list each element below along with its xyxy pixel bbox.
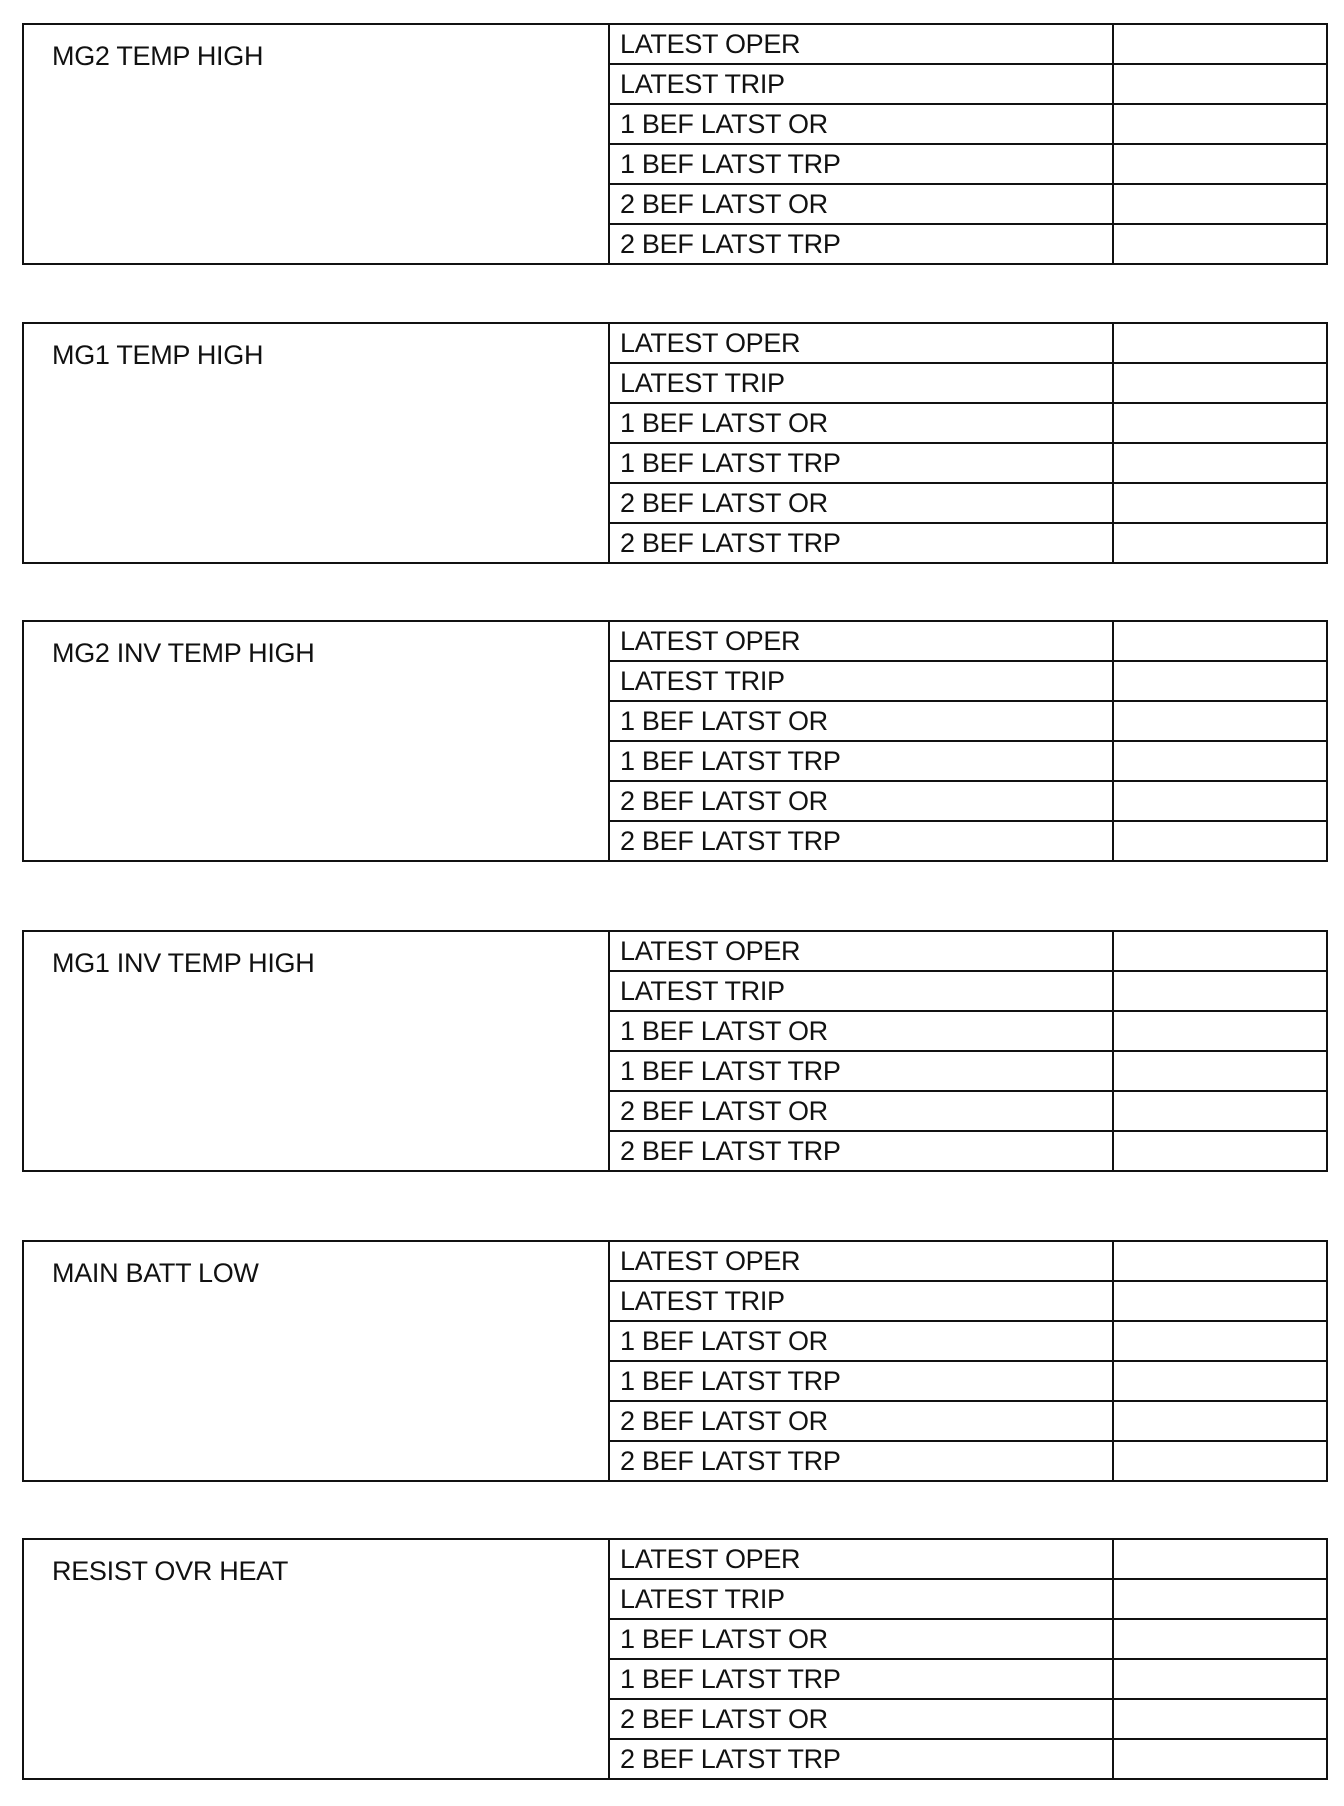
row-label: 1 BEF LATST TRP xyxy=(610,1660,1114,1698)
record-row xyxy=(610,185,1326,225)
row-value-cell xyxy=(1114,1740,1326,1778)
block-title: MAIN BATT LOW xyxy=(24,1242,610,1480)
record-row xyxy=(610,1580,1326,1620)
row-value-cell xyxy=(1114,1660,1326,1698)
row-value-cell xyxy=(1114,702,1326,740)
row-label: LATEST TRIP xyxy=(610,1580,1114,1618)
row-value-cell xyxy=(1114,364,1326,402)
row-value-cell xyxy=(1114,1092,1326,1130)
row-label: LATEST TRIP xyxy=(610,662,1114,700)
record-row xyxy=(610,1132,1326,1170)
block-title: RESIST OVR HEAT xyxy=(24,1540,610,1778)
row-value-cell xyxy=(1114,484,1326,522)
row-value-cell xyxy=(1114,1580,1326,1618)
record-row xyxy=(610,65,1326,105)
diag-block-mg1-inv-temp-high xyxy=(22,930,1328,1172)
record-row xyxy=(610,1402,1326,1442)
record-row xyxy=(610,1442,1326,1480)
row-label: LATEST TRIP xyxy=(610,972,1114,1010)
record-row xyxy=(610,1012,1326,1052)
record-row xyxy=(610,1620,1326,1660)
row-value-cell xyxy=(1114,65,1326,103)
row-label: 2 BEF LATST OR xyxy=(610,1402,1114,1440)
record-rows xyxy=(610,324,1326,562)
row-value-cell xyxy=(1114,622,1326,660)
row-label: 2 BEF LATST TRP xyxy=(610,1442,1114,1480)
record-row xyxy=(610,1740,1326,1778)
record-row xyxy=(610,25,1326,65)
row-value-cell xyxy=(1114,822,1326,860)
row-value-cell xyxy=(1114,742,1326,780)
row-label: LATEST OPER xyxy=(610,1540,1114,1578)
record-row xyxy=(610,1660,1326,1700)
row-label: 2 BEF LATST TRP xyxy=(610,524,1114,562)
row-label: 2 BEF LATST OR xyxy=(610,1092,1114,1130)
record-row xyxy=(610,1282,1326,1322)
row-value-cell xyxy=(1114,972,1326,1010)
row-label: 2 BEF LATST OR xyxy=(610,782,1114,820)
row-value-cell xyxy=(1114,1242,1326,1280)
row-label: 2 BEF LATST TRP xyxy=(610,822,1114,860)
row-label: 1 BEF LATST OR xyxy=(610,1620,1114,1658)
record-row xyxy=(610,702,1326,742)
diag-block-mg2-temp-high xyxy=(22,23,1328,265)
record-row xyxy=(610,1700,1326,1740)
record-row xyxy=(610,742,1326,782)
row-value-cell xyxy=(1114,662,1326,700)
row-label: 2 BEF LATST TRP xyxy=(610,1132,1114,1170)
row-label: 2 BEF LATST TRP xyxy=(610,1740,1114,1778)
record-rows xyxy=(610,622,1326,860)
record-row xyxy=(610,324,1326,364)
row-value-cell xyxy=(1114,1012,1326,1050)
row-label: 1 BEF LATST TRP xyxy=(610,444,1114,482)
record-row xyxy=(610,1322,1326,1362)
record-row xyxy=(610,1242,1326,1282)
row-label: 1 BEF LATST TRP xyxy=(610,1052,1114,1090)
block-title: MG1 INV TEMP HIGH xyxy=(24,932,610,1170)
row-label: 1 BEF LATST OR xyxy=(610,105,1114,143)
record-row xyxy=(610,404,1326,444)
row-value-cell xyxy=(1114,1442,1326,1480)
row-label: 1 BEF LATST OR xyxy=(610,1322,1114,1360)
block-title: MG2 INV TEMP HIGH xyxy=(24,622,610,860)
row-label: 1 BEF LATST TRP xyxy=(610,145,1114,183)
record-row xyxy=(610,524,1326,562)
row-label: 2 BEF LATST TRP xyxy=(610,225,1114,263)
record-row xyxy=(610,225,1326,263)
row-value-cell xyxy=(1114,25,1326,63)
row-value-cell xyxy=(1114,932,1326,970)
diag-block-main-batt-low xyxy=(22,1240,1328,1482)
row-label: 2 BEF LATST OR xyxy=(610,1700,1114,1738)
row-value-cell xyxy=(1114,145,1326,183)
record-rows xyxy=(610,1540,1326,1778)
row-value-cell xyxy=(1114,1362,1326,1400)
record-row xyxy=(610,105,1326,145)
row-label: 2 BEF LATST OR xyxy=(610,484,1114,522)
row-value-cell xyxy=(1114,1322,1326,1360)
row-value-cell xyxy=(1114,524,1326,562)
row-label: LATEST TRIP xyxy=(610,364,1114,402)
row-label: LATEST OPER xyxy=(610,932,1114,970)
record-row xyxy=(610,1092,1326,1132)
row-value-cell xyxy=(1114,404,1326,442)
record-row xyxy=(610,1540,1326,1580)
record-row xyxy=(610,822,1326,860)
record-rows xyxy=(610,25,1326,263)
row-value-cell xyxy=(1114,1402,1326,1440)
row-label: LATEST TRIP xyxy=(610,65,1114,103)
block-title: MG2 TEMP HIGH xyxy=(24,25,610,263)
record-row xyxy=(610,1052,1326,1092)
row-label: 2 BEF LATST OR xyxy=(610,185,1114,223)
record-rows xyxy=(610,932,1326,1170)
row-label: 1 BEF LATST OR xyxy=(610,404,1114,442)
row-label: LATEST TRIP xyxy=(610,1282,1114,1320)
block-title: MG1 TEMP HIGH xyxy=(24,324,610,562)
record-row xyxy=(610,972,1326,1012)
record-row xyxy=(610,364,1326,404)
row-label: LATEST OPER xyxy=(610,622,1114,660)
row-value-cell xyxy=(1114,1132,1326,1170)
record-row xyxy=(610,145,1326,185)
row-label: 1 BEF LATST OR xyxy=(610,702,1114,740)
record-row xyxy=(610,484,1326,524)
row-value-cell xyxy=(1114,1620,1326,1658)
diag-block-mg1-temp-high xyxy=(22,322,1328,564)
row-label: LATEST OPER xyxy=(610,25,1114,63)
row-value-cell xyxy=(1114,1282,1326,1320)
row-value-cell xyxy=(1114,782,1326,820)
row-value-cell xyxy=(1114,324,1326,362)
row-value-cell xyxy=(1114,225,1326,263)
record-row xyxy=(610,622,1326,662)
row-value-cell xyxy=(1114,1052,1326,1090)
row-label: LATEST OPER xyxy=(610,324,1114,362)
record-row xyxy=(610,932,1326,972)
row-value-cell xyxy=(1114,1540,1326,1578)
record-rows xyxy=(610,1242,1326,1480)
diag-block-resist-ovr-heat xyxy=(22,1538,1328,1780)
record-row xyxy=(610,782,1326,822)
record-row xyxy=(610,1362,1326,1402)
record-row xyxy=(610,662,1326,702)
diag-block-mg2-inv-temp-high xyxy=(22,620,1328,862)
row-value-cell xyxy=(1114,1700,1326,1738)
row-label: LATEST OPER xyxy=(610,1242,1114,1280)
row-label: 1 BEF LATST OR xyxy=(610,1012,1114,1050)
row-label: 1 BEF LATST TRP xyxy=(610,742,1114,780)
row-label: 1 BEF LATST TRP xyxy=(610,1362,1114,1400)
row-value-cell xyxy=(1114,105,1326,143)
row-value-cell xyxy=(1114,444,1326,482)
row-value-cell xyxy=(1114,185,1326,223)
record-row xyxy=(610,444,1326,484)
